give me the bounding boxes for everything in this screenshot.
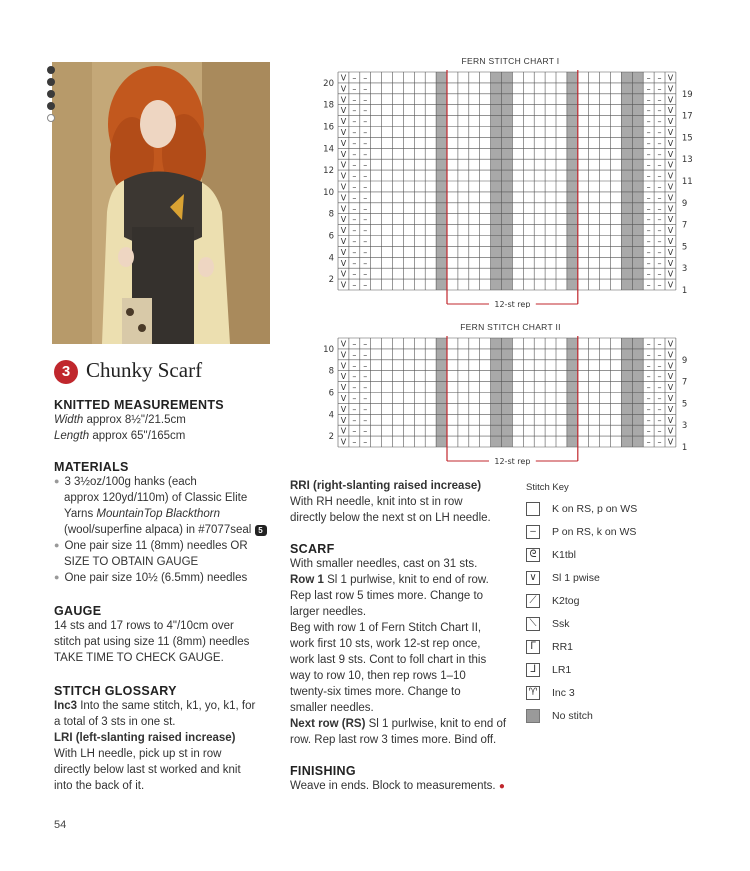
repeat-label: 12-st rep [494, 457, 531, 466]
lri-term: LRI (left-slanting raised increase) [54, 732, 236, 744]
stitch-symbol-icon: ᘓ [526, 548, 540, 562]
row-number-right: 7 [681, 220, 688, 231]
weight-badge: 5 [255, 525, 267, 536]
chart-symbol: – [657, 258, 662, 268]
stitch-key-item [526, 566, 676, 589]
stitch-symbol-icon: ♈ [526, 686, 540, 700]
chart-symbol: V [667, 426, 674, 436]
chart-symbol: V [340, 117, 347, 127]
chart-symbol: – [657, 204, 662, 214]
stitch-key-item [526, 543, 676, 566]
chart-symbol: – [657, 73, 662, 83]
chart-symbol: V [667, 415, 674, 425]
scarf-heading: SCARF [290, 542, 335, 556]
chart-symbol: – [657, 269, 662, 279]
chart-symbol: – [363, 415, 368, 425]
pattern-title: Chunky Scarf [86, 358, 203, 382]
gauge-line: TAKE TIME TO CHECK GAUGE. [54, 652, 224, 664]
chart-symbol: – [363, 437, 368, 447]
chart-symbol: V [667, 215, 674, 225]
width-label: Width [54, 414, 84, 426]
row-number-left: 8 [328, 209, 334, 220]
length-value: approx 65"/165cm [92, 430, 186, 442]
chart-symbol: – [363, 404, 368, 414]
repeat-label: 12-st rep [494, 300, 531, 308]
chart-symbol: – [657, 106, 662, 116]
materials-needle-line: ● One pair size 11 (8mm) needles OR [54, 538, 289, 554]
finishing-heading: FINISHING [290, 764, 356, 778]
row-number-left: 4 [328, 410, 334, 421]
stitch-key-item [526, 635, 676, 658]
chart-symbol: – [646, 95, 651, 105]
chart-symbol: – [352, 247, 357, 257]
chart-symbol: – [646, 394, 651, 404]
chart-symbol: V [340, 404, 347, 414]
glossary-section: STITCH GLOSSARY Inc3 Into the same stitch, k1, yo, k1, for a total of 3 sts in one st. LRI (left-slanting raised increase) With LH needle, pick up st in row directly below last st worked and knit into the back of it. [54, 684, 289, 794]
chart-symbol: V [340, 258, 347, 268]
pattern-number-badge: 3 [54, 360, 78, 384]
chart-symbol: – [363, 361, 368, 371]
row-number-right: 19 [681, 89, 693, 100]
chart-symbol: – [657, 361, 662, 371]
measurements-heading: KNITTED MEASUREMENTS [54, 398, 224, 412]
chart-symbol: V [340, 73, 347, 83]
chart-symbol: – [363, 372, 368, 382]
chart-symbol: – [352, 226, 357, 236]
chart-symbol: V [667, 95, 674, 105]
dot [47, 66, 55, 74]
stitch-key-heading: Stitch Key [526, 482, 569, 493]
chart-symbol: – [646, 106, 651, 116]
chart-symbol: V [340, 128, 347, 138]
stitch-key-label: Sl 1 pwise [552, 571, 600, 584]
chart-symbol: V [340, 106, 347, 116]
chart-symbol: – [363, 106, 368, 116]
chart-symbol: – [352, 171, 357, 181]
chart-symbol: – [363, 339, 368, 349]
chart-symbol: – [646, 415, 651, 425]
row-number-left: 14 [323, 144, 334, 155]
chart-symbol: – [646, 404, 651, 414]
chart-symbol: – [657, 117, 662, 127]
chart-symbol: V [667, 361, 674, 371]
row-number-left: 18 [323, 100, 334, 111]
chart-symbol: – [363, 215, 368, 225]
chart-symbol: – [352, 361, 357, 371]
chart-symbol: V [340, 182, 347, 192]
stitch-key-label: Ssk [552, 617, 570, 630]
row-number-right: 7 [681, 377, 688, 388]
row-number-left: 16 [323, 122, 334, 133]
chart-symbol: V [667, 339, 674, 349]
dot [47, 90, 55, 98]
chart-symbol: V [340, 361, 347, 371]
row-number-left: 10 [323, 344, 334, 355]
materials-heading: MATERIALS [54, 460, 129, 474]
chart-symbol: – [646, 372, 651, 382]
chart-symbol: – [363, 426, 368, 436]
chart-symbol: – [352, 84, 357, 94]
row-number-left: 6 [328, 231, 334, 242]
chart-symbol: V [667, 182, 674, 192]
row-number-left: 20 [323, 78, 334, 89]
chart-symbol: – [363, 138, 368, 148]
chart-symbol: – [657, 128, 662, 138]
stitch-key [526, 482, 676, 727]
row-number-left: 2 [328, 432, 334, 443]
chart-symbol: V [340, 350, 347, 360]
row-number-right: 3 [681, 421, 688, 432]
chart-symbol: V [340, 84, 347, 94]
gauge-section [54, 604, 289, 666]
chart-symbol: V [667, 106, 674, 116]
chart-symbol: – [363, 171, 368, 181]
chart-symbol: V [667, 237, 674, 247]
row-number-right: 17 [681, 111, 693, 122]
end-marker-icon: ● [498, 781, 505, 792]
chart-symbol: – [352, 350, 357, 360]
chart-symbol: – [646, 149, 651, 159]
chart-symbol: – [363, 280, 368, 290]
stitch-key-label: K1tbl [552, 548, 576, 561]
gauge-line: stitch pat using size 11 (8mm) needles [54, 636, 250, 648]
chart-symbol: – [646, 350, 651, 360]
chart-symbol: – [363, 204, 368, 214]
chart-symbol: – [363, 394, 368, 404]
chart-symbol: – [657, 226, 662, 236]
chart-symbol: – [657, 426, 662, 436]
materials-yarn-line: Yarns MountainTop Blackthorn [64, 508, 220, 520]
chart-symbol: V [340, 247, 347, 257]
chart-symbol: V [340, 138, 347, 148]
chart-symbol: – [352, 339, 357, 349]
fern-stitch-chart-2 [312, 334, 702, 468]
gauge-heading: GAUGE [54, 604, 102, 618]
chart-symbol: – [646, 383, 651, 393]
chart-symbol: – [657, 437, 662, 447]
chart-symbol: V [667, 372, 674, 382]
stitch-key-label: Inc 3 [552, 686, 575, 699]
chart-symbol: – [646, 182, 651, 192]
stitch-symbol-icon: – [526, 525, 540, 539]
chart-symbol: V [340, 204, 347, 214]
chart-symbol: – [363, 258, 368, 268]
chart-symbol: V [340, 280, 347, 290]
chart-symbol: – [646, 84, 651, 94]
chart-symbol: – [352, 204, 357, 214]
chart-symbol: V [667, 404, 674, 414]
chart-symbol: V [340, 237, 347, 247]
chart-symbol: – [352, 73, 357, 83]
chart-symbol: – [657, 138, 662, 148]
row-number-right: 1 [681, 443, 688, 453]
chart-symbol: V [667, 193, 674, 203]
stitch-symbol-icon [526, 502, 540, 516]
stitch-symbol-icon: ᒥ [526, 640, 540, 654]
row-number-left: 6 [328, 388, 334, 399]
chart-symbol: – [363, 95, 368, 105]
rri-term: RRI (right-slanting raised increase) [290, 480, 482, 492]
chart-symbol: – [363, 149, 368, 159]
row-number-right: 5 [681, 242, 688, 253]
row-number-left: 12 [323, 166, 334, 177]
dot [47, 102, 55, 110]
chart-symbol: – [646, 426, 651, 436]
chart-symbol: – [352, 237, 357, 247]
chart-symbol: – [657, 404, 662, 414]
chart-symbol: – [363, 182, 368, 192]
materials-section [54, 460, 289, 586]
chart-symbol: V [340, 193, 347, 203]
chart-symbol: – [657, 247, 662, 257]
row-number-left: 2 [328, 275, 334, 286]
chart-symbol: – [646, 138, 651, 148]
chart-symbol: – [363, 117, 368, 127]
chart-symbol: – [646, 226, 651, 236]
chart-symbol: – [352, 193, 357, 203]
chart2-title: FERN STITCH CHART II [460, 322, 561, 332]
chart-symbol: – [646, 204, 651, 214]
chart-symbol: – [657, 415, 662, 425]
chart-symbol: – [646, 237, 651, 247]
chart-symbol: – [657, 171, 662, 181]
chart-symbol: – [352, 383, 357, 393]
stitch-key-item [526, 497, 676, 520]
chart-symbol: – [363, 383, 368, 393]
chart-symbol: – [646, 215, 651, 225]
chart-symbol: V [667, 247, 674, 257]
chart-symbol: – [657, 372, 662, 382]
chart-symbol: V [340, 269, 347, 279]
chart-symbol: V [667, 204, 674, 214]
chart-symbol: – [352, 258, 357, 268]
chart-symbol: – [363, 237, 368, 247]
dot [47, 114, 55, 122]
stitch-key-label: P on RS, k on WS [552, 525, 637, 538]
chart-symbol: – [657, 95, 662, 105]
materials-yarn-line: approx 120yd/110m) of Classic Elite [64, 492, 248, 504]
measurements-section [54, 398, 284, 444]
inc3-term: Inc3 [54, 700, 78, 712]
chart-symbol: V [667, 138, 674, 148]
chart-symbol: V [340, 372, 347, 382]
row-number-right: 11 [681, 177, 693, 187]
chart-symbol: V [667, 171, 674, 181]
chart-symbol: V [340, 415, 347, 425]
chart-symbol: V [667, 73, 674, 83]
page-number: 54 [54, 819, 67, 831]
chart-symbol: – [646, 160, 651, 170]
chart-symbol: – [363, 247, 368, 257]
chart-symbol: – [363, 160, 368, 170]
chart-symbol: V [667, 258, 674, 268]
chart-symbol: V [667, 350, 674, 360]
chart-symbol: – [646, 247, 651, 257]
chart-symbol: – [352, 415, 357, 425]
chart-symbol: – [352, 182, 357, 192]
chart-symbol: – [352, 215, 357, 225]
stitch-key-label: LR1 [552, 663, 572, 676]
nav-dots [47, 66, 57, 126]
chart-symbol: – [646, 73, 651, 83]
chart-symbol: – [657, 215, 662, 225]
chart-symbol: – [646, 437, 651, 447]
materials-needle-line: ● One pair size 10½ (6.5mm) needles [54, 570, 289, 586]
chart-symbol: – [363, 73, 368, 83]
chart-symbol: – [352, 160, 357, 170]
chart-symbol: V [340, 339, 347, 349]
chart-symbol: – [646, 258, 651, 268]
stitch-key-label: No stitch [552, 709, 593, 722]
chart-symbol: – [646, 339, 651, 349]
stitch-key-label: K on RS, p on WS [552, 502, 638, 515]
chart-symbol: V [667, 383, 674, 393]
chart-symbol: V [667, 269, 674, 279]
chart-symbol: – [646, 193, 651, 203]
gauge-line: 14 sts and 17 rows to 4"/10cm over [54, 620, 234, 632]
chart-symbol: – [352, 426, 357, 436]
chart-symbol: – [646, 171, 651, 181]
row-number-right: 9 [681, 355, 688, 366]
chart-symbol: – [363, 128, 368, 138]
chart-symbol: V [667, 437, 674, 447]
chart-symbol: – [363, 84, 368, 94]
stitch-key-item [526, 612, 676, 635]
finishing-section: FINISHING Weave in ends. Block to measurements. ● [290, 764, 520, 795]
stitch-key-item [526, 589, 676, 612]
width-value: approx 8½"/21.5cm [86, 414, 186, 426]
chart-symbol: – [352, 269, 357, 279]
chart-symbol: V [667, 128, 674, 138]
row-number-right: 13 [681, 155, 693, 166]
chart-symbol: – [363, 269, 368, 279]
chart-symbol: – [352, 404, 357, 414]
chart-symbol: – [646, 280, 651, 290]
row-number-right: 3 [681, 264, 688, 275]
chart-symbol: V [340, 383, 347, 393]
chart-symbol: – [646, 128, 651, 138]
chart-symbol: V [667, 280, 674, 290]
chart1-title: FERN STITCH CHART I [461, 56, 560, 66]
chart-symbol: – [646, 361, 651, 371]
chart-symbol: – [657, 160, 662, 170]
stitch-key-label: RR1 [552, 640, 574, 653]
scarf-section: SCARF With smaller needles, cast on 31 sts. Row 1 Sl 1 purlwise, knit to end of row. Rep last row 5 times more. Change to larger needles. Beg with row 1 of Fern Stitch Chart II, work first 10 sts, work 12-st rep once, work last 9 sts. Cont to foll chart in this way to row 10, then rep rows 1–10 twenty-six times more. Change to smaller needles. Next row (RS) Sl 1 purlwise, knit to end of row. Rep last row 3 times more. Bind off. [290, 542, 520, 748]
stitch-key-label: K2tog [552, 594, 580, 607]
chart-symbol: V [667, 117, 674, 127]
chart-symbol: – [363, 350, 368, 360]
rri-section: RRI (right-slanting raised increase) With RH needle, knit into st in row directly below the next st on LH needle. [290, 478, 520, 526]
chart-symbol: V [667, 149, 674, 159]
chart-symbol: V [667, 394, 674, 404]
fern-stitch-chart-1 [312, 68, 702, 308]
row-number-right: 1 [681, 286, 688, 296]
chart-symbol: – [657, 149, 662, 159]
chart-symbol: – [657, 280, 662, 290]
chart-symbol: – [657, 237, 662, 247]
chart-symbol: – [363, 193, 368, 203]
chart-symbol: V [340, 215, 347, 225]
chart-symbol: – [352, 372, 357, 382]
chart-symbol: V [340, 226, 347, 236]
chart-symbol: – [657, 84, 662, 94]
scarf-photo [52, 62, 270, 344]
materials-needle-line: SIZE TO OBTAIN GAUGE [64, 556, 199, 568]
dot [47, 78, 55, 86]
chart-symbol: V [340, 160, 347, 170]
chart-symbol: V [340, 149, 347, 159]
row-number-right: 9 [681, 198, 688, 209]
materials-yarn-line: ● 3 3½oz/100g hanks (each [54, 474, 289, 490]
glossary-heading: STITCH GLOSSARY [54, 684, 177, 698]
chart-symbol: – [352, 149, 357, 159]
chart-symbol: – [657, 193, 662, 203]
chart-symbol: V [340, 171, 347, 181]
chart-symbol: V [340, 95, 347, 105]
chart-symbol: V [667, 84, 674, 94]
stitch-key-item [526, 658, 676, 681]
chart-symbol: – [646, 269, 651, 279]
stitch-symbol-icon: ᒧ [526, 663, 540, 677]
chart-symbol: – [352, 128, 357, 138]
chart-symbol: – [657, 383, 662, 393]
materials-yarn-line: (wool/superfine alpaca) in #7077seal 5 [54, 522, 289, 538]
row-number-left: 8 [328, 366, 334, 377]
stitch-key-item [526, 681, 676, 704]
chart-symbol: – [646, 117, 651, 127]
stitch-symbol-icon: ⟋ [526, 594, 540, 608]
chart-symbol: V [340, 426, 347, 436]
chart-symbol: – [363, 226, 368, 236]
chart-symbol: – [352, 117, 357, 127]
chart-symbol: – [352, 138, 357, 148]
chart-symbol: V [340, 437, 347, 447]
chart-symbol: V [667, 226, 674, 236]
chart-symbol: – [352, 280, 357, 290]
row-number-left: 4 [328, 253, 334, 264]
stitch-key-item [526, 520, 676, 543]
chart-symbol: V [667, 160, 674, 170]
chart-symbol: – [657, 339, 662, 349]
chart-symbol: – [352, 106, 357, 116]
chart-symbol: – [657, 350, 662, 360]
chart-symbol: – [352, 394, 357, 404]
stitch-key-item [526, 704, 676, 727]
chart-symbol: – [657, 394, 662, 404]
row-number-left: 10 [323, 187, 334, 198]
chart-symbol: V [340, 394, 347, 404]
stitch-symbol-icon: ∨ [526, 571, 540, 585]
chart-symbol: – [352, 95, 357, 105]
row-number-right: 15 [681, 133, 693, 144]
row-number-right: 5 [681, 399, 688, 410]
chart-symbol: – [657, 182, 662, 192]
chart-symbol: – [352, 437, 357, 447]
stitch-symbol-icon: ⟍ [526, 617, 540, 631]
length-label: Length [54, 430, 90, 442]
stitch-symbol-icon [526, 709, 540, 723]
